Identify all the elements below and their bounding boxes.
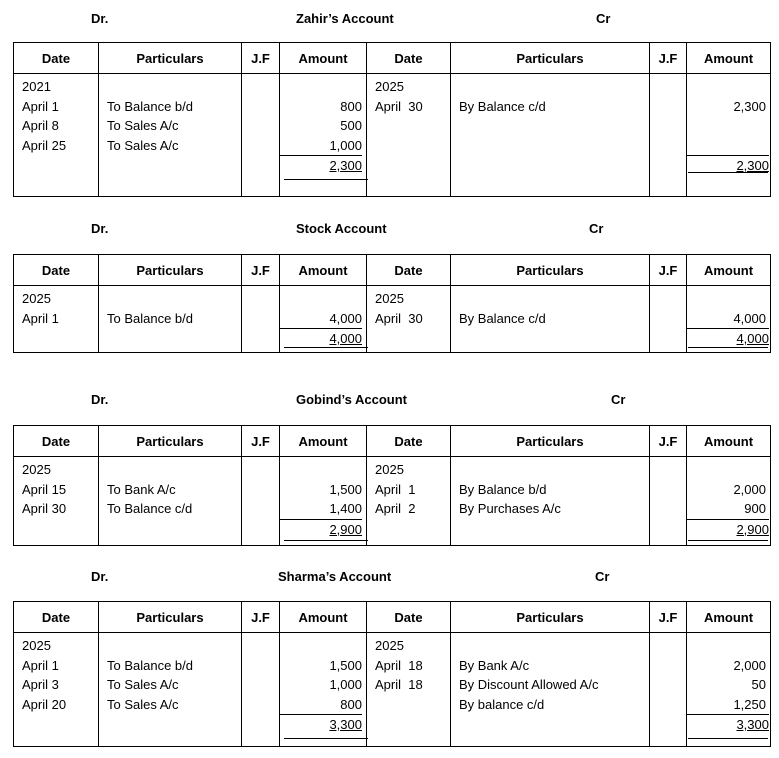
debit-particulars [99,633,242,747]
account-title: Gobind’s Account [296,392,407,407]
credit-date: April 18 [375,657,423,673]
debit-date: April 15 [22,481,67,497]
debit-amounts [280,633,367,747]
credit-year: 2025 [375,462,404,477]
credit-particulars [451,74,650,197]
credit-total: 2,900 [736,521,769,537]
col-jf: J.F [650,43,687,74]
credit-particulars [451,286,650,353]
debit-dates [14,633,99,747]
credit-jf [650,74,687,197]
body-row [14,74,771,197]
debit-date: April 1 [22,98,59,114]
col-particulars: Particulars [451,602,650,633]
ledger-table [13,425,771,546]
debit-amount: 1,000 [329,137,362,153]
col-particulars: Particulars [99,602,242,633]
debit-amount: 800 [340,98,362,114]
double-rule [284,179,368,180]
credit-dates [367,74,451,197]
col-date: Date [14,426,99,457]
col-amount: Amount [280,255,367,286]
debit-year: 2021 [22,79,51,94]
debit-date: April 25 [22,137,67,153]
body-row [14,457,771,546]
col-jf: J.F [650,602,687,633]
col-jf: J.F [242,426,280,457]
debit-total: 3,300 [329,717,362,732]
credit-particular: By Balance c/d [459,98,546,114]
credit-amount: 4,000 [733,310,766,326]
debit-date: April 30 [22,501,67,516]
credit-particular: By Purchases A/c [459,501,561,516]
col-particulars: Particulars [451,426,650,457]
cr-label: Cr [611,392,626,407]
col-date: Date [14,602,99,633]
col-date: Date [14,255,99,286]
debit-date: April 8 [22,118,59,133]
debit-amount: 500 [340,118,362,133]
credit-year: 2025 [375,79,404,94]
debit-particular: To Balance c/d [107,501,193,516]
body-row [14,633,771,747]
debit-amount: 1,500 [329,657,362,673]
double-rule [688,172,768,173]
debit-total: 2,900 [329,521,362,537]
col-amount: Amount [687,43,771,74]
debit-amount: 800 [340,696,362,712]
credit-particular: By Balance c/d [459,310,546,326]
debit-amount: 1,400 [329,501,362,516]
credit-year: 2025 [375,291,404,306]
body-row [14,286,771,353]
col-particulars: Particulars [451,43,650,74]
debit-total: 2,300 [329,158,362,173]
header-row [14,426,771,457]
credit-particulars [451,633,650,747]
debit-date: April 20 [22,696,67,712]
credit-year: 2025 [375,638,404,653]
dr-label: Dr. [91,11,109,26]
credit-date: April 30 [375,310,423,326]
credit-total: 3,300 [736,717,769,732]
col-date: Date [367,426,451,457]
debit-amount: 1,500 [329,481,362,497]
debit-jf [242,633,280,747]
debit-particular: To Balance b/d [107,98,194,114]
debit-particular: To Balance b/d [107,657,194,673]
debit-particular: To Bank A/c [107,481,176,497]
credit-jf [650,457,687,546]
debit-dates [14,457,99,546]
col-particulars: Particulars [99,43,242,74]
col-date: Date [367,255,451,286]
debit-year: 2025 [22,291,51,306]
credit-amounts [687,457,771,546]
col-amount: Amount [687,255,771,286]
debit-particular: To Sales A/c [107,137,179,153]
account-title: Sharma’s Account [278,569,392,584]
col-amount: Amount [280,43,367,74]
debit-amounts [280,457,367,546]
col-date: Date [367,602,451,633]
credit-particular: By balance c/d [459,696,545,712]
col-jf: J.F [242,43,280,74]
credit-amounts [687,633,771,747]
credit-amount: 2,000 [733,657,766,673]
credit-dates [367,286,451,353]
credit-date: April 1 [375,481,416,497]
debit-jf [242,457,280,546]
col-date: Date [14,43,99,74]
credit-amount: 50 [751,677,766,692]
dr-label: Dr. [91,221,109,236]
double-rule [284,540,368,541]
cr-label: Cr [589,221,604,236]
ledger-table [13,254,771,353]
col-jf: J.F [242,255,280,286]
credit-jf [650,633,687,747]
col-jf: J.F [242,602,280,633]
debit-dates [14,74,99,197]
dr-label: Dr. [91,392,109,407]
debit-date: April 1 [22,310,59,326]
debit-date: April 3 [22,677,59,692]
dr-label: Dr. [91,569,109,584]
debit-amount: 1,000 [329,677,362,692]
col-particulars: Particulars [451,255,650,286]
col-amount: Amount [280,426,367,457]
debit-year: 2025 [22,462,51,477]
debit-amount: 4,000 [329,310,362,326]
debit-particulars [99,286,242,353]
credit-date: April 18 [375,677,423,692]
header-row [14,255,771,286]
double-rule [284,347,368,348]
double-rule [284,738,368,739]
account-title: Stock Account [296,221,387,236]
credit-total: 4,000 [736,331,769,346]
col-date: Date [367,43,451,74]
cr-label: Cr [595,569,610,584]
credit-amount: 1,250 [733,696,766,712]
credit-date: April 30 [375,98,423,114]
credit-particulars [451,457,650,546]
debit-particulars [99,74,242,197]
credit-date: April 2 [375,501,416,516]
account-title: Zahir’s Account [296,11,394,26]
debit-particulars [99,457,242,546]
double-rule [688,347,768,348]
credit-jf [650,286,687,353]
credit-dates [367,633,451,747]
header-row [14,43,771,74]
credit-particular: By Discount Allowed A/c [459,677,599,692]
debit-jf [242,286,280,353]
debit-dates [14,286,99,353]
debit-particular: To Sales A/c [107,677,179,692]
header-row [14,602,771,633]
credit-amounts [687,74,771,197]
col-particulars: Particulars [99,255,242,286]
debit-particular: To Sales A/c [107,696,179,712]
col-jf: J.F [650,426,687,457]
debit-date: April 1 [22,657,59,673]
credit-dates [367,457,451,546]
double-rule [688,540,768,541]
credit-particular: By Bank A/c [459,657,530,673]
credit-particular: By Balance b/d [459,481,547,497]
credit-amounts [687,286,771,353]
debit-year: 2025 [22,638,51,653]
ledger-table [13,601,771,747]
cr-label: Cr [596,11,611,26]
credit-amount: 900 [744,501,766,516]
col-amount: Amount [687,602,771,633]
credit-total: 2,300 [736,158,769,173]
col-jf: J.F [650,255,687,286]
debit-particular: To Sales A/c [107,118,179,133]
debit-particular: To Balance b/d [107,310,194,326]
col-particulars: Particulars [99,426,242,457]
debit-jf [242,74,280,197]
debit-amounts [280,286,367,353]
debit-total: 4,000 [329,331,362,346]
ledger-table [13,42,771,197]
col-amount: Amount [687,426,771,457]
credit-amount: 2,000 [733,481,766,497]
double-rule [688,738,768,739]
col-amount: Amount [280,602,367,633]
credit-amount: 2,300 [733,98,766,114]
